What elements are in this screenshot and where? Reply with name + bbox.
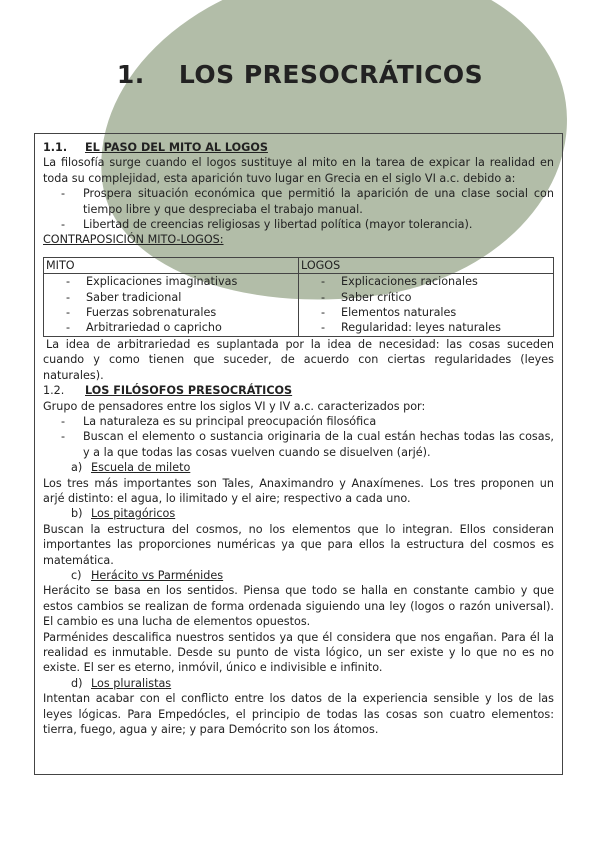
subsection-c-heading [71,568,554,583]
section-1-intro: La filosofía surge cuando el logos sustituye al mito en la tarea de expicar la realidad en toda su complejidad, esta aparición tuvo lugar en Grecia en el siglo VI a.c. debido a: [43,156,554,185]
subsection-c-text-1: Herácito se basa en los sentidos. Piensa que todo se halla en constante cambio y que estos cambios se realizan de forma ordenada siguiendo una ley (logos o razón universal). El cambio es una lucha de elementos opuestos. [43,584,554,629]
section-1-number: 1.1. [43,141,68,154]
section-2-bullets [43,414,554,460]
mito-items-cell [44,274,299,337]
contraposition-label: CONTRAPOSICIÓN MITO-LOGOS: [43,233,224,247]
subsection-b-letter: b) [71,507,83,521]
mito-header-cell [44,257,299,273]
subsection-c-letter: c) [71,568,82,582]
subsection-d-title: Los pluralistas [91,676,172,690]
page-title [0,60,600,89]
section-1-conclusion: La idea de arbitrariedad es suplantada por la idea de necesidad: las cosas suceden cuando y como tienen que suceder, de acuerdo con ciertas regularidades (leyes naturales). [43,337,554,382]
title-number: 1. [116,60,145,89]
subsection-b-text: Buscan la estructura del cosmos, no los elementos que lo integran. Ellos consideran importantes las proporciones numéricas ya que para ellos la estructura del cosmos es matemática. [43,522,554,567]
subsection-a-heading [71,460,554,475]
logos-header: LOGOS [301,258,341,272]
logos-items [301,274,551,336]
list-item: - La naturaleza es su principal preocupación filosófica [43,414,554,429]
mito-item: - Explicaciones imaginativas [46,274,296,289]
mito-item: - Fuerzas sobrenaturales [46,305,296,320]
logos-item: - Explicaciones racionales [301,274,551,289]
content-box [34,133,563,775]
section-1-bullets [43,186,554,232]
section-2-number: 1.2. [43,384,65,398]
logos-item: - Regularidad: leyes naturales [301,320,551,335]
mito-logos-table [43,257,554,337]
section-2-title: LOS FILÓSOFOS PRESOCRÁTICOS [85,384,293,398]
list-item: - Prospera situación económica que permitió la aparición de una clase social con tiempo libre y que despreciaba el trabajo manual. [43,186,554,217]
mito-item: - Saber tradicional [46,290,296,305]
subsection-b-heading [71,506,554,521]
mito-header: MITO [46,258,75,272]
subsection-d-heading [71,676,554,691]
section-1-heading [43,140,554,155]
subsection-c-title: Herácito vs Parménides [91,568,224,582]
subsection-a-letter: a) [71,461,83,475]
logos-items-cell [299,274,554,337]
logos-header-cell [299,257,554,273]
subsection-d-text: Intentan acabar con el conflicto entre los datos de la experiencia sensible y los de las leyes lógicas. Para Empedócles, el principio de todas las cosas son cuatro elementos: tierra, fuego, agua y aire; y para Demócrito son los átomos. [43,692,554,737]
subsection-d-letter: d) [71,676,83,690]
subsection-a-title: Escuela de mileto [91,461,191,475]
logos-item: - Saber crítico [301,290,551,305]
mito-items [46,274,296,336]
subsection-b-title: Los pitagóricos [91,507,176,521]
subsection-a-text: Los tres más importantes son Tales, Anaximandro y Anaxímenes. Los tres proponen un arjé distinto: el agua, lo ilimitado y el aire; respectivo a cada uno. [43,476,554,505]
title-text: LOS PRESOCRÁTICOS [178,60,484,89]
section-2-intro: Grupo de pensadores entre los siglos VI y IV a.c. caracterizados por: [43,399,426,413]
list-item: - Libertad de creencias religiosas y libertad política (mayor tolerancia). [43,217,554,232]
section-2-heading [43,383,554,398]
section-1-title: EL PASO DEL MITO AL LOGOS [85,141,268,154]
subsection-c-text-2: Parménides descalifica nuestros sentidos ya que él considera que nos engañan. Para él la realidad es inmutable. Desde su punto de vista lógico, un ser existe y lo que no es no existe. El ser es eterno, inmóvil, único e indivisible e infinito. [43,630,554,675]
logos-item: - Elementos naturales [301,305,551,320]
list-item: - Buscan el elemento o sustancia originaria de la cual están hechas todas las cosas, y a la que todas las cosas vuelven cuando se disuelven (arjé). [43,429,554,460]
mito-item: - Arbitrariedad o capricho [46,320,296,335]
